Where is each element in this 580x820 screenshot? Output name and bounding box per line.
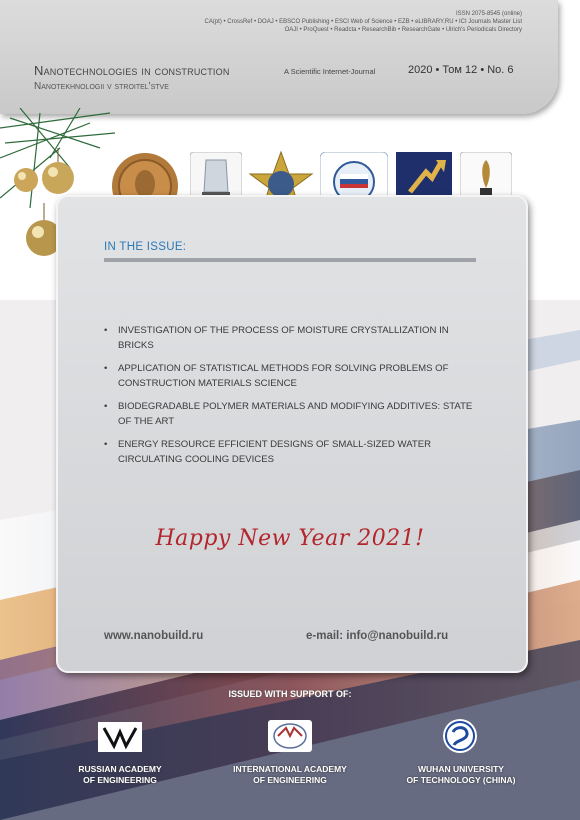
- article-list: [104, 323, 474, 475]
- org-international-academy: INTERNATIONAL ACADEMY OF ENGINEERING: [233, 764, 347, 785]
- indexing-line-1: CA(pt) • CrossRef • DOAJ • EBSCO Publishing • ESCI Web of Science • EZB • eLIBRARY.RU • ICI Journals Master List: [204, 19, 522, 25]
- article-item[interactable]: • INVESTIGATION OF THE PROCESS OF MOISTURE CRYSTALLIZATION IN BRICKS: [104, 325, 449, 351]
- issue-heading: IN THE ISSUE:: [104, 241, 187, 253]
- website-link[interactable]: www.nanobuild.ru: [104, 630, 204, 642]
- article-item[interactable]: • BIODEGRADABLE POLYMER MATERIALS AND MODIFYING ADDITIVES: STATE OF THE ART: [104, 401, 473, 427]
- article-item[interactable]: • ENERGY RESOURCE EFFICIENT DESIGNS OF SMALL-SIZED WATER CIRCULATING COOLING DEVICES: [104, 439, 432, 465]
- russian-academy-logo-icon: [98, 722, 142, 752]
- issn-block: [192, 10, 522, 34]
- wuhan-university-logo-icon: [442, 718, 478, 754]
- journal-subtitle: Nanotekhnologii v stroitel'stve: [34, 81, 169, 92]
- issn-number: ISSN 2075-8545 (online): [455, 11, 522, 17]
- org-wuhan-university: WUHAN UNIVERSITY OF TECHNOLOGY (CHINA): [406, 764, 516, 785]
- issue-number: 2020 • Том 12 • No. 6: [408, 64, 514, 76]
- article-item[interactable]: • APPLICATION OF STATISTICAL METHODS FOR SOLVING PROBLEMS OF CONSTRUCTION MATERIALS SCIENCE: [104, 363, 449, 389]
- journal-kind: A Scientific Internet-Journal: [284, 67, 376, 76]
- heading-divider: [104, 258, 476, 262]
- indexing-line-2: OAJI • ProQuest • Readcta • ResearchBib • ResearchGate • Ulrich's Periodicals Directory: [284, 27, 522, 33]
- journal-title: Nanotechnologies in construction: [34, 63, 230, 78]
- new-year-greeting: Happy New Year 2021!: [155, 526, 425, 551]
- org-russian-academy: RUSSIAN ACADEMY OF ENGINEERING: [78, 764, 162, 785]
- journal-header: [0, 0, 558, 114]
- email-link[interactable]: e-mail: info@nanobuild.ru: [306, 630, 449, 642]
- international-academy-logo-icon: [268, 720, 312, 752]
- issued-with-support: ISSUED WITH SUPPORT OF:: [228, 689, 352, 699]
